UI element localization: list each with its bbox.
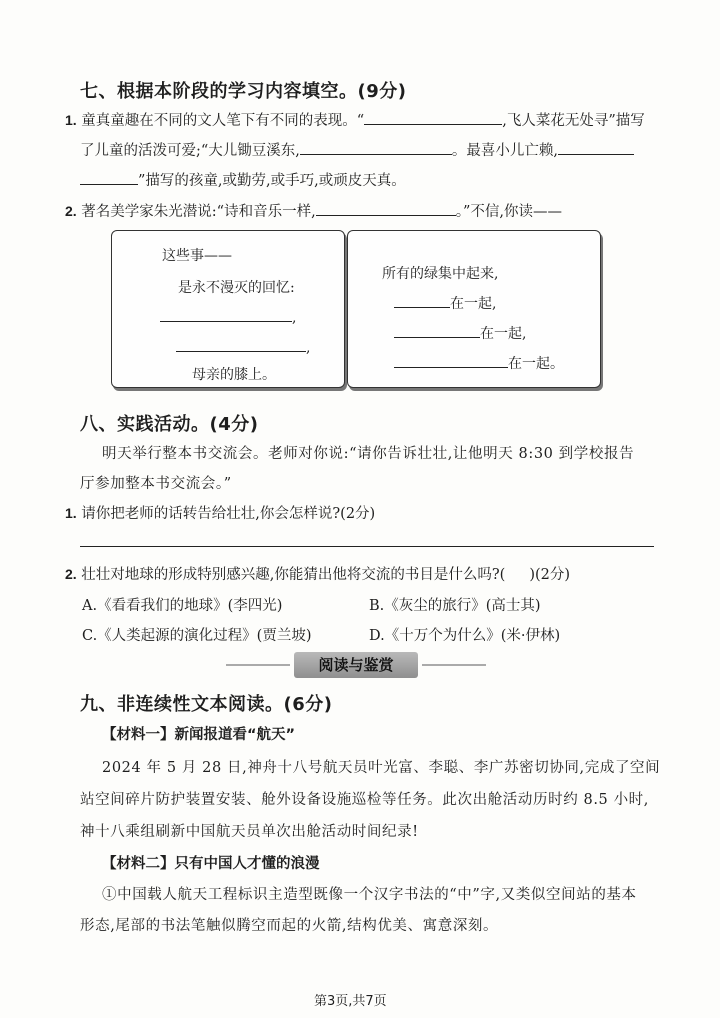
q7-1-line1 — [65, 110, 645, 131]
option-d[interactable]: D.《十万个为什么》(米·伊林) — [369, 628, 561, 644]
answer-blank[interactable] — [300, 140, 452, 155]
q7-2-number: 2. — [65, 203, 77, 219]
material1-line3: 神十八乘组刷新中国航天员单次出舱活动时间纪录! — [80, 824, 419, 840]
poem-together: 在一起。 — [508, 356, 564, 372]
q7-1-text-a: 童真童趣在不同的文人笔下有不同的表现。“ — [81, 113, 365, 129]
q8-2-text-end: )(2分) — [529, 567, 571, 583]
q7-1-line3 — [80, 170, 406, 191]
section8-intro-line2: 厅参加整本书交流会。” — [80, 476, 232, 492]
poem-comma: , — [292, 310, 297, 326]
answer-blank[interactable] — [364, 110, 502, 125]
section9-heading: 九、非连续性文本阅读。(6分) — [80, 694, 333, 715]
material2-line1: ①中国载人航天工程标识主造型既像一个汉字书法的“中”字,又类似空间站的基本 — [102, 887, 637, 903]
answer-blank[interactable] — [160, 307, 292, 322]
poem-left-line2: 是永不漫灭的回忆: — [178, 280, 295, 296]
q8-2-number: 2. — [65, 566, 77, 582]
q8-1-line — [65, 503, 375, 524]
q7-1-number: 1. — [65, 112, 77, 128]
answer-blank[interactable] — [394, 293, 450, 308]
q7-1-text-b: ,飞人菜花无处寻”描写 — [502, 113, 645, 129]
section7-heading: 七、根据本阶段的学习内容填空。(9分) — [80, 81, 407, 102]
poem-box-right — [347, 230, 601, 388]
material1-line2: 站空间碎片防护装置安装、舱外设备设施巡检等任务。此次出舱活动历时约 8.5 小时, — [80, 792, 649, 808]
poem-boxes — [111, 230, 603, 390]
poem-left-line5: 母亲的膝上。 — [192, 367, 276, 383]
material1-title: 【材料一】新闻报道看“航天” — [102, 727, 296, 743]
q7-1-text-c: 了儿童的活泼可爱;“大儿锄豆溪东, — [80, 143, 300, 159]
answer-blank[interactable] — [558, 140, 634, 155]
poem-right-line2 — [394, 293, 496, 313]
q8-2-text: 壮壮对地球的形成特别感兴趣,你能猜出他将交流的书目是什么吗?( — [81, 567, 506, 583]
q7-1-line2 — [80, 140, 634, 161]
poem-left-line1: 这些事—— — [162, 248, 232, 264]
material2-title: 【材料二】只有中国人才懂的浪漫 — [102, 856, 320, 872]
q7-2-text-a: 著名美学家朱光潜说:“诗和音乐一样, — [81, 204, 316, 220]
answer-blank[interactable] — [176, 337, 306, 352]
q7-1-text-e: ”描写的孩童,或勤劳,或手巧,或顽皮天真。 — [138, 173, 406, 189]
section8-intro-line1: 明天举行整本书交流会。老师对你说:“请你告诉壮壮,让他明天 8:30 到学校报告 — [102, 446, 635, 462]
answer-blank[interactable] — [316, 201, 456, 216]
banner-left-line — [226, 664, 290, 666]
poem-together: 在一起, — [450, 296, 497, 312]
option-c[interactable]: C.《人类起源的演化过程》(贾兰坡) — [82, 628, 312, 644]
q7-2-line — [65, 201, 562, 222]
material1-line1: 2024 年 5 月 28 日,神舟十八号航天员叶光富、李聪、李广苏密切协同,完成了空间 — [102, 760, 661, 776]
answer-blank[interactable] — [394, 353, 508, 368]
poem-right-line4 — [394, 353, 564, 373]
banner-right-line — [422, 664, 486, 666]
q8-2-line — [65, 564, 570, 585]
answer-blank[interactable] — [80, 170, 138, 185]
poem-right-line3 — [394, 323, 526, 343]
q8-1-number: 1. — [65, 505, 77, 521]
poem-left-line3 — [160, 307, 296, 326]
poem-comma: , — [306, 340, 311, 356]
poem-left-line4 — [176, 337, 310, 356]
q7-2-text-b: 。”不信,你读—— — [455, 204, 562, 220]
q7-1-text-d: 。最喜小儿亡赖, — [451, 143, 559, 159]
answer-line[interactable] — [80, 546, 654, 547]
page-number: 第3页,共7页 — [314, 994, 387, 1009]
answer-blank[interactable] — [394, 323, 480, 338]
reading-section-banner: 阅读与鉴赏 — [294, 652, 418, 678]
option-b[interactable]: B.《灰尘的旅行》(高士其) — [369, 598, 541, 614]
q8-1-text: 请你把老师的话转告给壮壮,你会怎样说?(2分) — [81, 506, 376, 522]
option-a[interactable]: A.《看看我们的地球》(李四光) — [82, 598, 283, 614]
poem-together: 在一起, — [480, 326, 527, 342]
poem-right-line1: 所有的绿集中起来, — [382, 266, 499, 282]
material2-line2: 形态,尾部的书法笔触似腾空而起的火箭,结构优美、寓意深刻。 — [80, 918, 499, 934]
section8-heading: 八、实践活动。(4分) — [80, 414, 259, 435]
poem-box-left — [111, 230, 345, 388]
